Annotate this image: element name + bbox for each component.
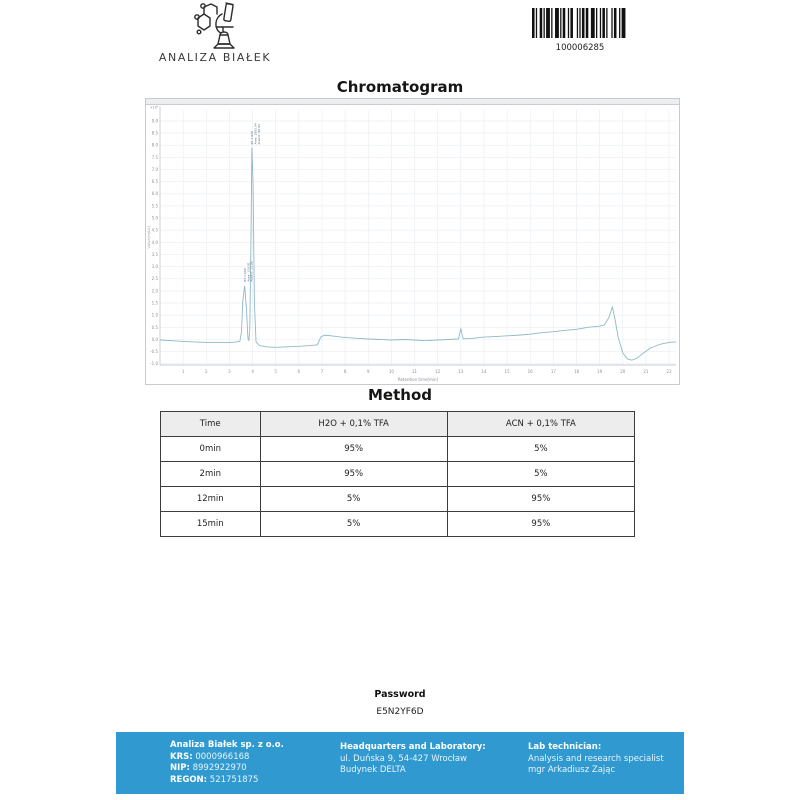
method-col-header: Time <box>161 412 261 437</box>
svg-text:8.0: 8.0 <box>151 142 158 148</box>
password-value: E5N2YF6D <box>376 707 424 717</box>
brand-text: ANALIZA BIAŁEK <box>158 51 272 64</box>
footer-nip-value: 8992922970 <box>192 763 247 773</box>
svg-text:Area%: 86.94: Area%: 86.94 <box>256 124 261 145</box>
chromatogram-title: Chromatogram <box>336 78 464 96</box>
svg-text:Area%: 13.06: Area%: 13.06 <box>249 261 254 282</box>
svg-text:5: 5 <box>274 369 277 374</box>
footer-hq-title: Headquarters and Laboratory: <box>340 742 486 752</box>
svg-text:3.0: 3.0 <box>151 264 158 269</box>
svg-text:9: 9 <box>367 369 370 374</box>
footer-regon-value: 521751875 <box>209 774 259 785</box>
method-cell: 95% <box>260 437 447 462</box>
svg-text:Area: 150.81: Area: 150.81 <box>246 262 251 282</box>
footer-krs-label: KRS: <box>170 751 193 762</box>
footer-tech-line2: mgr Arkadiusz Zając <box>528 765 616 775</box>
svg-text:6: 6 <box>297 369 301 374</box>
footer-hq-line1: ul. Duńska 9, 54-427 Wrocław <box>340 753 467 764</box>
method-table-header <box>161 412 635 437</box>
svg-text:6.5: 6.5 <box>151 179 158 184</box>
method-col-header: H2O + 0,1% TFA <box>260 412 447 437</box>
svg-text:20: 20 <box>620 369 626 374</box>
footer-technician-block <box>528 742 664 777</box>
svg-text:8.5: 8.5 <box>151 130 158 136</box>
method-col-header: ACN + 0,1% TFA <box>447 412 634 437</box>
svg-text:3.5: 3.5 <box>151 251 158 257</box>
method-cell: 0min <box>161 437 261 462</box>
svg-text:1.5: 1.5 <box>151 300 158 306</box>
svg-text:22: 22 <box>666 369 672 374</box>
svg-text:RT 3.970: RT 3.970 <box>250 131 255 145</box>
method-cell: 5% <box>260 512 447 537</box>
method-table-row <box>161 512 635 537</box>
footer-krs-value: 0000966168 <box>195 751 250 762</box>
svg-text:2.0: 2.0 <box>151 288 158 294</box>
svg-text:5.0: 5.0 <box>151 215 158 221</box>
svg-text:7.5: 7.5 <box>151 154 158 160</box>
svg-text:12: 12 <box>435 369 441 374</box>
svg-text:4.5: 4.5 <box>151 227 158 233</box>
chromatogram-chart <box>145 98 680 385</box>
method-cell: 5% <box>447 462 634 487</box>
method-title: Method <box>368 386 432 404</box>
svg-text:9.0: 9.0 <box>151 118 158 124</box>
svg-text:7: 7 <box>320 369 324 374</box>
method-cell: 95% <box>447 487 634 512</box>
footer-company-name: Analiza Białek sp. z o.o. <box>170 740 284 750</box>
footer-hq-line2: Budynek DELTA <box>340 765 406 775</box>
svg-text:7.0: 7.0 <box>151 166 158 172</box>
method-table <box>160 411 635 537</box>
svg-text:2.5: 2.5 <box>151 276 158 282</box>
y-axis-title: Value[mAU] <box>146 226 151 249</box>
svg-text:Area: 1003.64: Area: 1003.64 <box>253 123 258 145</box>
svg-text:-0.5: -0.5 <box>150 349 158 354</box>
barcode-value: 100006285 <box>555 43 605 53</box>
svg-text:19: 19 <box>597 369 603 374</box>
chromatogram-plot <box>145 98 680 385</box>
svg-text:0.0: 0.0 <box>151 336 158 342</box>
svg-text:14: 14 <box>481 369 487 374</box>
svg-text:15: 15 <box>504 369 510 374</box>
svg-text:1: 1 <box>181 369 185 374</box>
svg-text:16: 16 <box>527 369 533 374</box>
microscope-molecule-logo-icon <box>184 2 246 50</box>
svg-text:2: 2 <box>205 369 208 374</box>
svg-text:3: 3 <box>228 369 231 374</box>
y-scale-label: x10² <box>150 105 159 110</box>
svg-text:4: 4 <box>251 369 254 374</box>
footer-regon-label: REGON: <box>170 774 208 785</box>
barcode-block <box>520 8 640 53</box>
svg-text:21: 21 <box>643 369 649 374</box>
svg-text:8: 8 <box>343 369 347 374</box>
svg-text:1.0: 1.0 <box>151 312 158 318</box>
svg-text:-1.0: -1.0 <box>150 361 158 367</box>
method-cell: 12min <box>161 487 261 512</box>
company-logo-block <box>148 2 282 64</box>
plot-top-band <box>146 99 679 104</box>
method-cell: 95% <box>260 462 447 487</box>
svg-text:11: 11 <box>411 369 418 374</box>
svg-text:0.5: 0.5 <box>151 324 158 330</box>
method-cell: 2min <box>161 462 261 487</box>
footer-headquarters-block <box>340 742 486 777</box>
footer-company-block <box>170 740 284 786</box>
method-table-row <box>161 487 635 512</box>
svg-text:5.5: 5.5 <box>151 203 158 209</box>
method-table-row <box>161 437 635 462</box>
footer-tech-line1: Analysis and research specialist <box>528 753 664 764</box>
svg-text:13: 13 <box>458 369 464 374</box>
svg-text:10: 10 <box>388 369 394 374</box>
x-axis-title: Retention time[min] <box>397 377 439 382</box>
barcode-icon <box>532 8 628 38</box>
footer-nip-label: NIP: <box>170 763 190 773</box>
method-cell: 5% <box>447 437 634 462</box>
svg-text:17: 17 <box>550 369 556 374</box>
y-tick-labels <box>150 118 158 366</box>
footer-bar <box>116 732 684 794</box>
password-label: Password <box>374 689 426 700</box>
svg-text:RT 3.660: RT 3.660 <box>242 268 247 282</box>
svg-text:4.0: 4.0 <box>151 239 158 245</box>
footer-tech-title: Lab technician: <box>528 742 602 752</box>
svg-text:18: 18 <box>573 369 580 374</box>
method-cell: 95% <box>447 512 634 537</box>
method-table-row <box>161 462 635 487</box>
password-block <box>0 689 800 717</box>
method-cell: 15min <box>161 512 261 537</box>
method-cell: 5% <box>260 487 447 512</box>
svg-text:6.0: 6.0 <box>151 191 158 197</box>
